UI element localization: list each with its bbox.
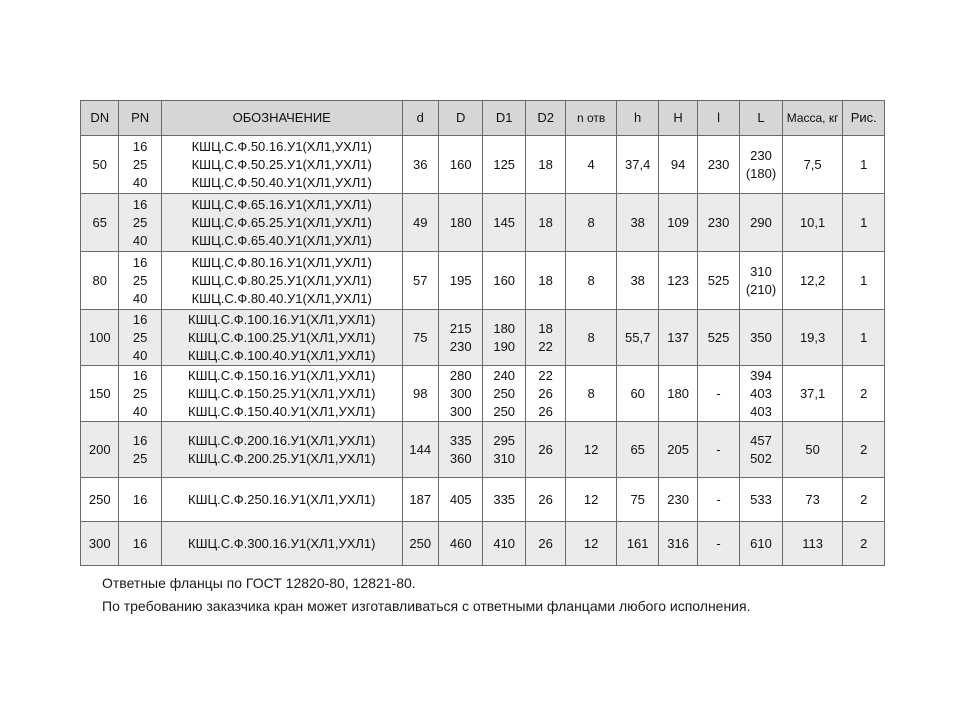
cell-D1 [483,366,525,422]
cell-pn [119,422,161,478]
cell-n-holes [566,366,617,422]
cell-L-line: (210) [745,281,777,297]
cell-designation-line: КШЦ.С.Ф.200.25.У1(ХЛ1,УХЛ1) [188,450,376,466]
cell-D1-line: 250 [493,403,516,419]
note-flanges-gost: Ответные фланцы по ГОСТ 12820-80, 12821-80. [102,575,416,591]
cell-L-line: 403 [750,385,772,401]
cell-D1-line: 295 [493,432,516,448]
cell-l-line: 525 [707,272,730,288]
cell-mass-line: 50 [805,441,820,457]
cell-l [697,136,739,194]
cell-L [740,522,782,566]
cell-L [740,310,782,366]
cell-pn-line: 25 [132,156,148,172]
cell-l-line: 230 [707,214,730,230]
cell-H [659,136,697,194]
cell-D2-line: 18 [538,272,553,288]
cell-L-line: 457 [750,432,772,448]
cell-L-line: 394 [750,367,772,383]
notes-section [102,572,902,618]
cell-h-line: 65 [630,441,645,457]
cell-pn [119,252,161,310]
cell-D2 [525,310,565,366]
cell-d-line: 49 [413,214,428,230]
cell-d-line: 57 [413,272,428,288]
cell-H [659,522,697,566]
cell-h-line: 38 [630,272,645,288]
cell-D1 [483,252,525,310]
cell-D2 [525,522,565,566]
cell-figure [843,422,885,478]
cell-figure [843,522,885,566]
cell-H [659,478,697,522]
cell-D2 [525,136,565,194]
cell-dn: 80 [81,252,119,310]
header-h: h [616,101,658,136]
cell-D [438,194,482,252]
header-d: d [402,101,438,136]
cell-D-line: 160 [449,156,472,172]
cell-L-line: 533 [750,491,772,507]
cell-mass-line: 73 [805,491,820,507]
cell-L-line: 310 [750,263,772,279]
cell-n-holes-line: 8 [587,329,595,345]
cell-L [740,194,782,252]
cell-pn-line: 40 [132,174,148,190]
cell-n-holes-line: 12 [583,491,599,507]
cell-D1 [483,522,525,566]
cell-n-holes [566,478,617,522]
cell-pn-line: 25 [132,450,148,466]
cell-d-line: 144 [409,441,432,457]
cell-designation-line: КШЦ.С.Ф.150.40.У1(ХЛ1,УХЛ1) [188,403,376,419]
cell-D [438,478,482,522]
cell-mass [782,366,843,422]
cell-D-line: 460 [449,535,472,551]
cell-dn: 300 [81,522,119,566]
header-D2: D2 [525,101,565,136]
cell-D2 [525,478,565,522]
cell-designation-line: КШЦ.С.Ф.65.40.У1(ХЛ1,УХЛ1) [191,232,372,248]
cell-designation [161,194,402,252]
cell-l [697,522,739,566]
cell-figure-line: 2 [860,535,868,551]
cell-l [697,310,739,366]
cell-pn-line: 40 [132,232,148,248]
cell-mass [782,478,843,522]
cell-pn-line: 16 [132,491,148,507]
cell-d-line: 187 [409,491,432,507]
cell-D1-line: 410 [493,535,516,551]
cell-D [438,252,482,310]
cell-pn-line: 25 [132,272,148,288]
cell-pn-line: 40 [132,290,148,306]
cell-figure [843,252,885,310]
cell-figure [843,136,885,194]
cell-mass-line: 37,1 [799,385,826,401]
cell-pn [119,194,161,252]
cell-D [438,522,482,566]
cell-d-line: 36 [413,156,428,172]
cell-mass [782,522,843,566]
cell-mass-line: 113 [802,535,823,551]
cell-H-line: 316 [667,535,689,551]
cell-mass [782,310,843,366]
cell-D2 [525,422,565,478]
cell-mass [782,136,843,194]
cell-l [697,194,739,252]
cell-D1 [483,422,525,478]
cell-d-line: 250 [409,535,432,551]
cell-mass-line: 12,2 [799,272,826,288]
cell-L-line: 230 [750,147,772,163]
cell-n-holes [566,522,617,566]
cell-pn-line: 16 [132,196,148,212]
cell-L [740,252,782,310]
cell-designation [161,422,402,478]
cell-H-line: 230 [667,491,689,507]
cell-H [659,366,697,422]
cell-D2-line: 26 [538,385,553,401]
cell-mass-line: 10,1 [799,214,826,230]
cell-L-line: 403 [750,403,772,419]
cell-pn-line: 16 [132,254,148,270]
cell-l [697,422,739,478]
cell-H-line: 137 [667,329,689,345]
cell-pn-line: 40 [132,347,148,363]
cell-pn-line: 25 [132,385,148,401]
cell-D1-line: 250 [493,385,516,401]
cell-h [616,366,658,422]
cell-D-line: 405 [449,491,472,507]
cell-figure [843,478,885,522]
cell-D [438,136,482,194]
cell-pn-line: 40 [132,403,148,419]
table-row [81,478,885,522]
cell-D2-line: 22 [538,367,553,383]
cell-n-holes-line: 8 [587,214,595,230]
cell-D1 [483,310,525,366]
table-row [81,310,885,366]
cell-h [616,522,658,566]
cell-L-line: 350 [750,329,772,345]
cell-H [659,194,697,252]
header-D: D [438,101,482,136]
cell-d [402,478,438,522]
cell-D2-line: 26 [538,403,553,419]
cell-designation [161,252,402,310]
cell-H [659,422,697,478]
cell-H [659,310,697,366]
cell-D2-line: 26 [538,441,553,457]
table-body [81,136,885,566]
cell-pn-line: 25 [132,214,148,230]
cell-mass-line: 7,5 [803,156,822,172]
cell-D-line: 180 [449,214,472,230]
cell-designation-line: КШЦ.С.Ф.100.16.У1(ХЛ1,УХЛ1) [188,311,376,327]
cell-h [616,136,658,194]
cell-designation-line: КШЦ.С.Ф.80.40.У1(ХЛ1,УХЛ1) [191,290,372,306]
cell-D2-line: 22 [538,338,553,354]
cell-d [402,422,438,478]
cell-H-line: 94 [670,156,686,172]
cell-l [697,478,739,522]
cell-d [402,194,438,252]
header-designation: ОБОЗНАЧЕНИЕ [161,101,402,136]
cell-dn: 65 [81,194,119,252]
cell-dn: 150 [81,366,119,422]
header-l: l [697,101,739,136]
table-row [81,366,885,422]
cell-H-line: 109 [667,214,689,230]
cell-L-line: 610 [750,535,772,551]
cell-D-line: 280 [449,367,472,383]
cell-h [616,422,658,478]
cell-pn-line: 25 [132,329,148,345]
cell-h-line: 75 [630,491,645,507]
table-row [81,136,885,194]
cell-L [740,366,782,422]
cell-D1-line: 335 [493,491,516,507]
header-figure: Рис. [843,101,885,136]
cell-d [402,522,438,566]
cell-L [740,422,782,478]
cell-n-holes [566,194,617,252]
cell-figure-line: 1 [860,156,868,172]
cell-D2-line: 26 [538,535,553,551]
cell-pn [119,522,161,566]
cell-D2-line: 18 [538,156,553,172]
cell-dn: 50 [81,136,119,194]
cell-mass [782,252,843,310]
cell-l-line: - [716,535,721,551]
cell-designation-line: КШЦ.С.Ф.250.16.У1(ХЛ1,УХЛ1) [188,491,376,507]
cell-l-line: - [716,491,721,507]
cell-pn [119,136,161,194]
cell-D-line: 215 [449,320,472,336]
cell-l [697,366,739,422]
cell-D-line: 300 [449,385,472,401]
cell-pn-line: 16 [132,535,148,551]
cell-D-line: 195 [449,272,472,288]
cell-D1-line: 240 [493,367,516,383]
header-dn: DN [81,101,119,136]
cell-mass [782,194,843,252]
cell-designation-line: КШЦ.С.Ф.50.40.У1(ХЛ1,УХЛ1) [191,174,372,190]
cell-D2 [525,194,565,252]
valve-spec-table [80,100,885,566]
cell-h-line: 38 [630,214,645,230]
cell-D1-line: 145 [493,214,516,230]
cell-D-line: 300 [449,403,472,419]
cell-designation-line: КШЦ.С.Ф.300.16.У1(ХЛ1,УХЛ1) [188,535,376,551]
cell-l-line: - [716,385,721,401]
cell-L [740,478,782,522]
cell-figure-line: 1 [860,329,868,345]
cell-h-line: 37,4 [625,156,651,172]
table-row [81,522,885,566]
cell-designation-line: КШЦ.С.Ф.80.25.У1(ХЛ1,УХЛ1) [191,272,372,288]
cell-h [616,310,658,366]
cell-l [697,252,739,310]
cell-n-holes [566,310,617,366]
table-row [81,422,885,478]
cell-h [616,194,658,252]
cell-figure [843,310,885,366]
cell-d [402,310,438,366]
cell-l-line: 525 [707,329,730,345]
cell-D [438,366,482,422]
cell-designation-line: КШЦ.С.Ф.100.25.У1(ХЛ1,УХЛ1) [188,329,376,345]
header-H: H [659,101,697,136]
cell-pn-line: 16 [132,367,148,383]
cell-n-holes [566,136,617,194]
cell-H [659,252,697,310]
cell-l-line: - [716,441,721,457]
cell-D1 [483,136,525,194]
cell-d-line: 75 [413,329,428,345]
cell-D-line: 360 [449,450,472,466]
cell-D2-line: 18 [538,214,553,230]
cell-mass [782,422,843,478]
cell-D2 [525,252,565,310]
cell-figure-line: 1 [860,214,868,230]
cell-designation-line: КШЦ.С.Ф.65.25.У1(ХЛ1,УХЛ1) [191,214,372,230]
cell-D2-line: 18 [538,320,553,336]
cell-D1-line: 190 [493,338,516,354]
cell-D-line: 335 [449,432,472,448]
cell-figure [843,194,885,252]
table-header-row [81,101,885,136]
cell-designation-line: КШЦ.С.Ф.200.16.У1(ХЛ1,УХЛ1) [188,432,376,448]
cell-D1-line: 125 [493,156,516,172]
header-D1: D1 [483,101,525,136]
cell-designation [161,310,402,366]
cell-n-holes-line: 8 [587,272,595,288]
cell-n-holes-line: 12 [583,441,599,457]
cell-D1-line: 160 [493,272,516,288]
cell-designation [161,478,402,522]
cell-D [438,422,482,478]
cell-H-line: 123 [667,272,689,288]
cell-figure-line: 2 [860,441,868,457]
cell-H-line: 205 [667,441,689,457]
cell-designation-line: КШЦ.С.Ф.80.16.У1(ХЛ1,УХЛ1) [191,254,372,270]
cell-pn-line: 16 [132,311,148,327]
cell-pn [119,310,161,366]
cell-d [402,252,438,310]
cell-n-holes [566,252,617,310]
cell-figure-line: 2 [860,385,868,401]
cell-dn: 100 [81,310,119,366]
cell-h [616,252,658,310]
cell-D2-line: 26 [538,491,553,507]
cell-L-line: 502 [750,450,772,466]
cell-D1 [483,194,525,252]
cell-D1-line: 310 [493,450,516,466]
cell-pn-line: 16 [132,432,148,448]
cell-figure [843,366,885,422]
cell-designation-line: КШЦ.С.Ф.100.40.У1(ХЛ1,УХЛ1) [188,347,376,363]
cell-d-line: 98 [413,385,428,401]
cell-designation [161,522,402,566]
cell-d [402,366,438,422]
cell-pn [119,478,161,522]
cell-h [616,478,658,522]
cell-designation-line: КШЦ.С.Ф.150.25.У1(ХЛ1,УХЛ1) [188,385,376,401]
header-pn: PN [119,101,161,136]
cell-H-line: 180 [667,385,689,401]
cell-figure-line: 2 [860,491,868,507]
cell-pn-line: 16 [132,138,148,154]
cell-n-holes-line: 8 [587,385,595,401]
note-customer-request: По требованию заказчика кран может изготавливаться с ответными фланцами любого исполнения. [102,598,751,614]
cell-h-line: 55,7 [625,329,651,345]
cell-D1 [483,478,525,522]
cell-n-holes-line: 12 [583,535,599,551]
cell-D2 [525,366,565,422]
cell-h-line: 161 [626,535,649,551]
cell-designation-line: КШЦ.С.Ф.150.16.У1(ХЛ1,УХЛ1) [188,367,376,383]
header-n-holes: n отв [566,101,617,136]
cell-L-line: (180) [745,165,777,181]
cell-mass-line: 19,3 [799,329,826,345]
cell-designation [161,366,402,422]
cell-d [402,136,438,194]
cell-L-line: 290 [750,214,772,230]
cell-designation-line: КШЦ.С.Ф.50.25.У1(ХЛ1,УХЛ1) [191,156,372,172]
cell-n-holes [566,422,617,478]
cell-D1-line: 180 [493,320,516,336]
cell-designation [161,136,402,194]
cell-h-line: 60 [630,385,645,401]
cell-D [438,310,482,366]
cell-figure-line: 1 [860,272,868,288]
cell-designation-line: КШЦ.С.Ф.65.16.У1(ХЛ1,УХЛ1) [191,196,372,212]
table-row [81,194,885,252]
cell-n-holes-line: 4 [587,156,595,172]
cell-pn [119,366,161,422]
cell-dn: 250 [81,478,119,522]
header-mass: Масса, кг [782,101,843,136]
table-row [81,252,885,310]
cell-dn: 200 [81,422,119,478]
cell-D-line: 230 [449,338,472,354]
cell-designation-line: КШЦ.С.Ф.50.16.У1(ХЛ1,УХЛ1) [191,138,372,154]
cell-L [740,136,782,194]
cell-l-line: 230 [707,156,730,172]
header-L: L [740,101,782,136]
